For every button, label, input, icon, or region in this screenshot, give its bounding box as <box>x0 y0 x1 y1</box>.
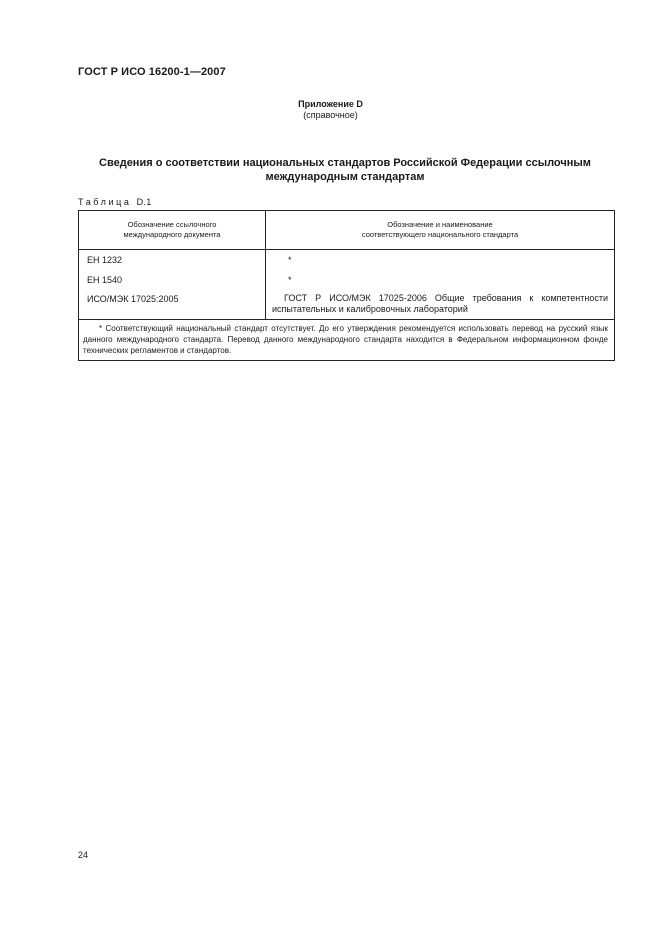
appendix-title: Приложение D <box>298 99 363 109</box>
page-number: 24 <box>78 850 89 860</box>
table-footnote-row <box>79 320 615 361</box>
cell-national: * <box>266 270 615 289</box>
table-caption-number: D.1 <box>136 197 152 207</box>
header-ref-doc <box>79 211 266 250</box>
header-ref-doc-line1: Обозначение ссылочного <box>127 220 217 229</box>
cell-ref: ЕН 1540 <box>79 270 266 289</box>
table-row <box>79 270 615 289</box>
table-caption-word: Таблица <box>78 197 132 207</box>
header-national-line1: Обозначение и наименование <box>387 220 493 229</box>
document-code: ГОСТ Р ИСО 16200-1—2007 <box>78 66 226 78</box>
table-caption <box>78 197 152 207</box>
table-footnote: * Соответствующий национальный стандарт отсутствует. До его утверждения рекомендуется использовать перевод на русский язык данного международного стандарта. Перевод данного международного стандарта находится в Федеральном информационном фонде технических регламентов и стандартов. <box>79 320 615 361</box>
cell-national: ГОСТ Р ИСО/МЭК 17025-2006 Общие требования к компетентности испытательных и калибровочных лабораторий <box>266 289 615 320</box>
table-row <box>79 289 615 320</box>
header-national-line2: соответствующего национального стандарта <box>361 230 519 239</box>
cell-ref: ЕН 1232 <box>79 250 266 271</box>
appendix-subtitle: (справочное) <box>303 110 358 120</box>
table-header-row <box>79 211 615 250</box>
section-title-line1: Сведения о соответствии национальных стандартов Российской Федерации ссылочным <box>99 157 591 169</box>
cell-national: * <box>266 250 615 271</box>
appendix-heading <box>0 99 661 121</box>
header-ref-doc-line2: международного документа <box>123 230 221 239</box>
standards-table <box>78 210 615 361</box>
section-title-line2: международным стандартам <box>265 171 425 183</box>
cell-ref: ИСО/МЭК 17025:2005 <box>79 289 266 320</box>
table-row <box>79 250 615 271</box>
header-national-standard <box>266 211 615 250</box>
section-title <box>80 156 610 184</box>
